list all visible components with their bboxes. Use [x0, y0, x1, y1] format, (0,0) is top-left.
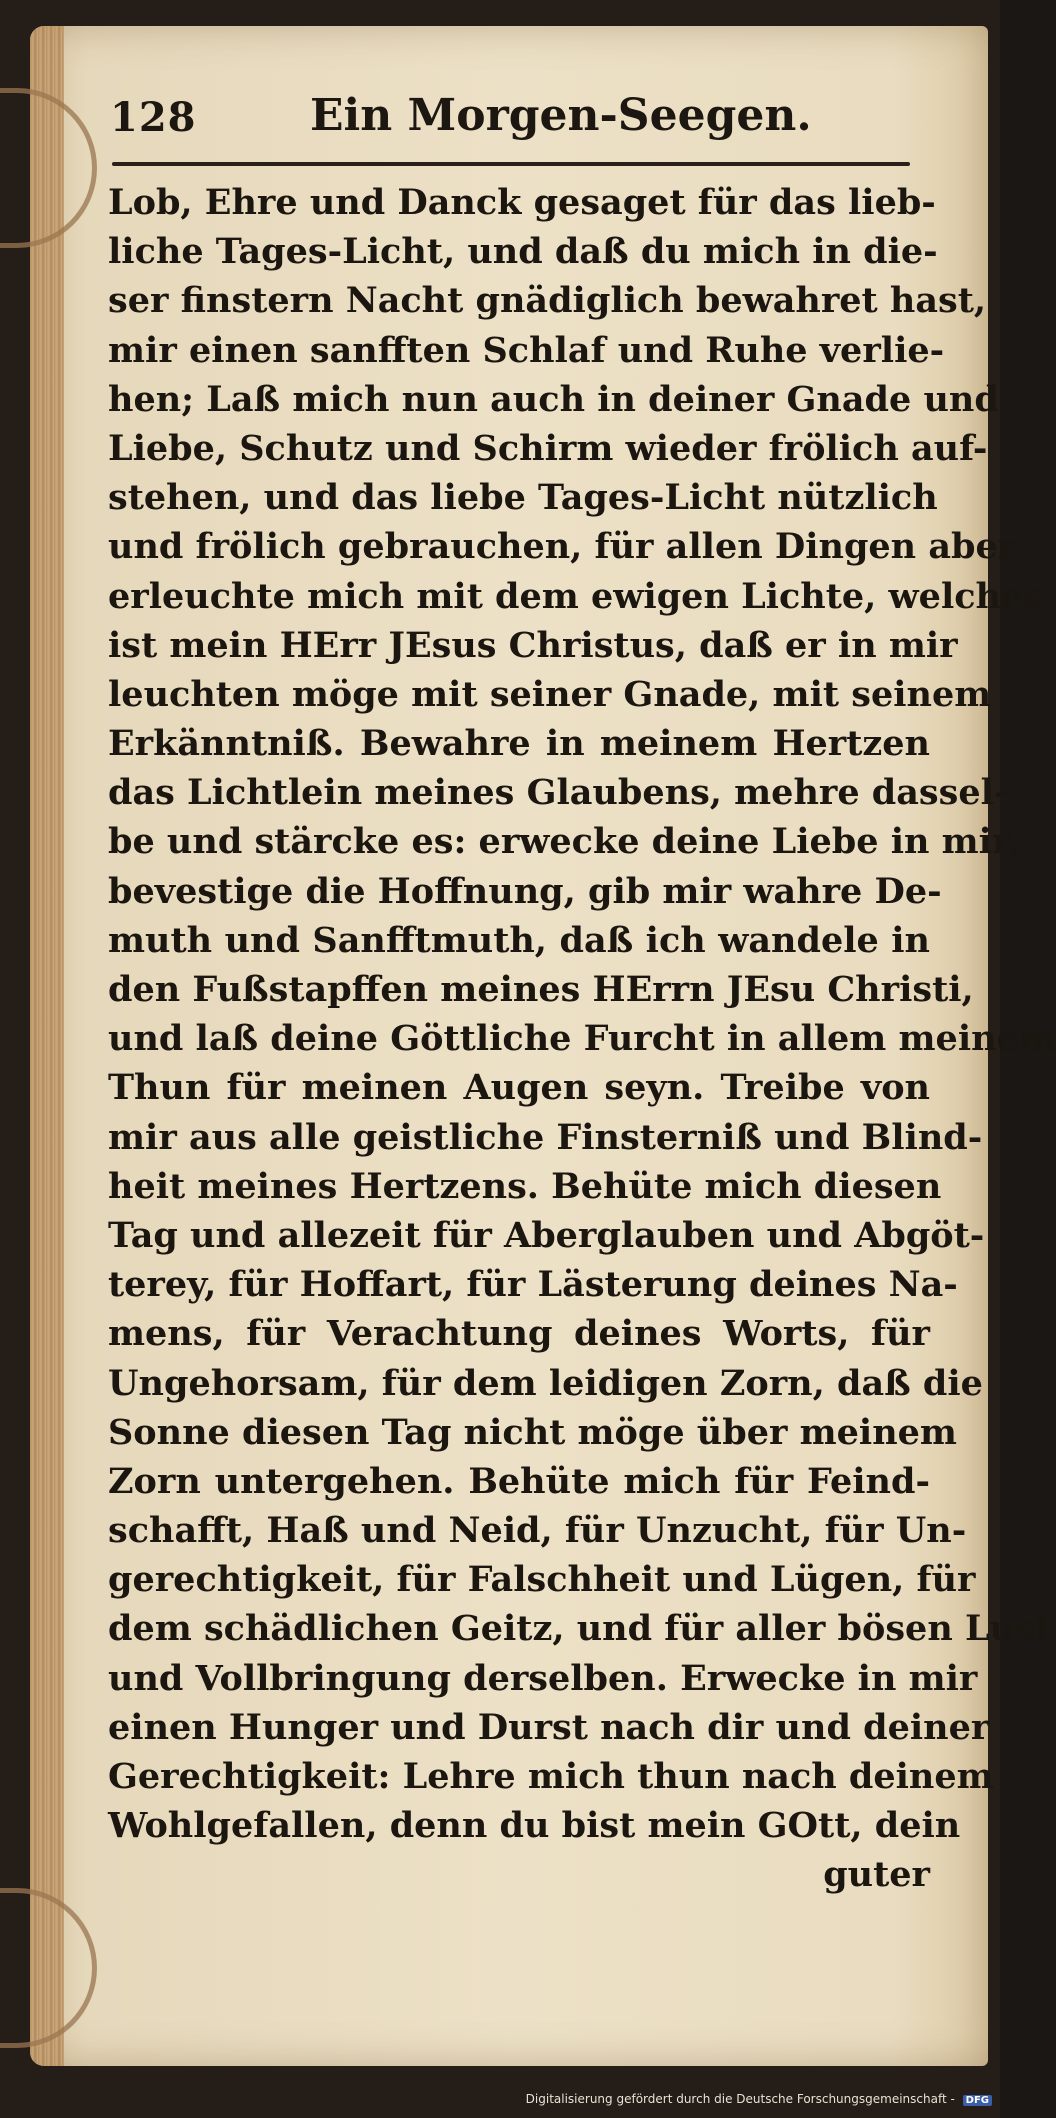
text-line: und laß deine Göttliche Furcht in allem meinem: [108, 1018, 1056, 1060]
text-line: mir aus alle geistliche Finsterniß und Blind-: [108, 1116, 983, 1158]
binding-ring-icon: [0, 88, 97, 248]
text-line: Tag und allezeit für Aberglauben und Abgöt-: [108, 1214, 985, 1256]
text-line: das Lichtlein meines Glaubens, mehre dassel-: [108, 772, 1009, 814]
header-rule: [112, 162, 910, 166]
text-line: ser finstern Nacht gnädiglich bewahret hast,: [108, 280, 987, 322]
text-line: liche Tages-Licht, und daß du mich in die-: [108, 231, 938, 273]
binding-ring-icon: [0, 1888, 97, 2048]
text-line: Sonne diesen Tag nicht möge über meinem: [108, 1411, 957, 1453]
text-line: Thun für meinen Augen seyn. Treibe von: [108, 1067, 930, 1109]
page-number: 128: [110, 94, 197, 141]
text-line: guter: [823, 1854, 930, 1896]
text-line: muth und Sanfftmuth, daß ich wandele in: [108, 919, 930, 961]
text-line: dem schädlichen Geitz, und für aller bösen Lust: [108, 1608, 1051, 1650]
text-line: mir einen sanfften Schlaf und Ruhe verlie-: [108, 329, 945, 371]
text-line: terey, für Hoffart, für Lästerung deines Na-: [108, 1264, 958, 1306]
text-line: bevestige die Hoffnung, gib mir wahre De-: [108, 870, 942, 912]
text-line: und frölich gebrauchen, für allen Dingen aber: [108, 526, 1017, 568]
text-line: leuchten möge mit seiner Gnade, mit seinem: [108, 673, 992, 715]
page-edge-binding: [30, 26, 64, 2066]
text-line: stehen, und das liebe Tages-Licht nützlich: [108, 477, 938, 519]
text-line: Liebe, Schutz und Schirm wieder frölich auf-: [108, 427, 988, 469]
credit-text: Digitalisierung gefördert durch die Deutsche Forschungsgemeinschaft -: [525, 2092, 955, 2106]
text-line: Wohlgefallen, denn du bist mein GOtt, dein: [108, 1805, 961, 1847]
text-line: mens, für Verachtung deines Worts, für: [108, 1313, 930, 1355]
text-line: Gerechtigkeit: Lehre mich thun nach deinem: [108, 1756, 994, 1797]
text-line: heit meines Hertzens. Behüte mich diesen: [108, 1165, 942, 1207]
text-line: Erkänntniß. Bewahre in meinem Hertzen: [108, 723, 930, 765]
text-line: erleuchte mich mit dem ewigen Lichte, welches: [108, 575, 1043, 617]
text-line: schafft, Haß und Neid, für Unzucht, für Un-: [108, 1510, 967, 1552]
text-line: Lob, Ehre und Danck gesaget für das lieb-: [108, 182, 936, 223]
text-line: und Vollbringung derselben. Erwecke in mir: [108, 1657, 978, 1699]
text-line: be und stärcke es: erwecke deine Liebe in mir,: [108, 821, 1021, 863]
text-line: Ungehorsam, für dem leidigen Zorn, daß die: [108, 1362, 983, 1404]
dfg-logo: DFG: [963, 2095, 992, 2106]
running-head: [110, 80, 930, 170]
running-head-title: Ein Morgen-Seegen.: [310, 90, 812, 141]
text-line: einen Hunger und Durst nach dir und deiner: [108, 1706, 990, 1748]
text-line: den Fußstapffen meines HErrn JEsu Christi,: [108, 969, 974, 1010]
text-line: Zorn untergehen. Behüte mich für Feind-: [108, 1460, 930, 1502]
digitization-credit: [526, 2092, 992, 2106]
text-line: ist mein HErr JEsus Christus, daß er in mir: [108, 624, 958, 666]
body-text: [108, 178, 1056, 1900]
text-line: hen; Laß mich nun auch in deiner Gnade und: [108, 378, 999, 420]
text-line: gerechtigkeit, für Falschheit und Lügen, für: [108, 1559, 976, 1601]
